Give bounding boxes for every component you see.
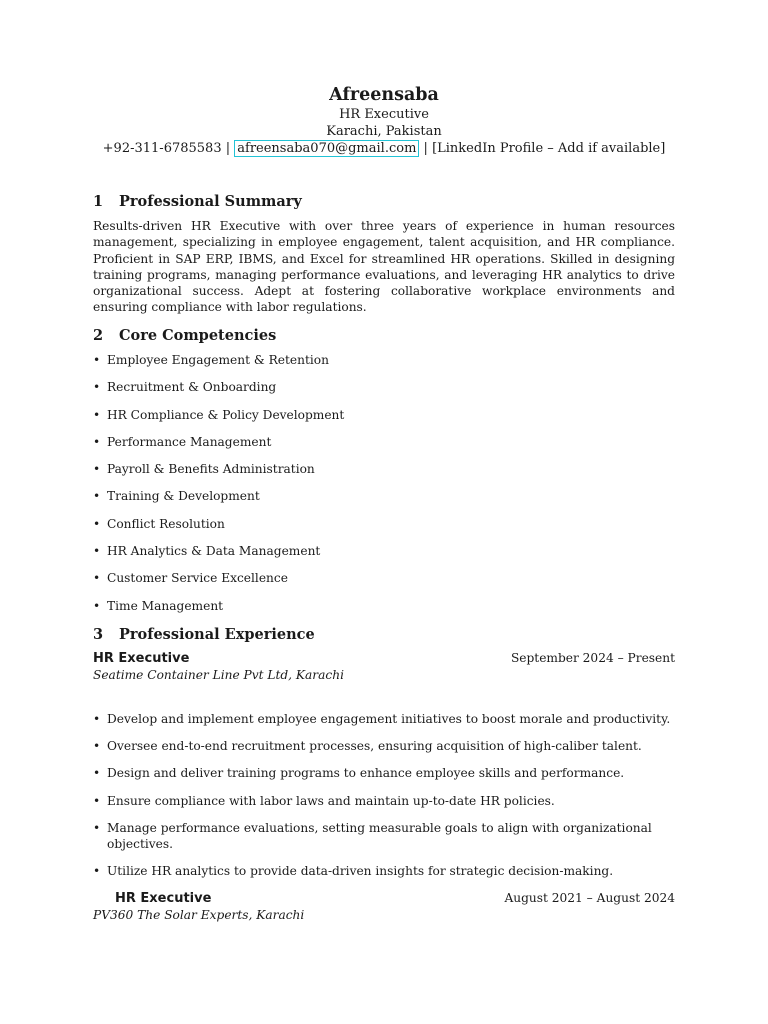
bullet: • — [93, 820, 101, 835]
bullet: • — [93, 489, 101, 504]
bullet: • — [93, 712, 101, 726]
contact-separator: | — [423, 141, 428, 156]
job-header — [93, 650, 675, 667]
list-item-text: Ensure compliance with labor laws and maintain up-to-date HR policies. — [107, 793, 555, 808]
linkedin-placeholder: [LinkedIn Profile – Add if available] — [432, 141, 666, 156]
list-item — [93, 461, 675, 488]
list-item — [93, 543, 675, 570]
list-item-text: Conflict Resolution — [107, 516, 225, 531]
candidate-location: Karachi, Pakistan — [326, 124, 442, 139]
contact-separator: | — [225, 141, 231, 156]
list-item-text: HR Analytics & Data Management — [107, 544, 321, 559]
list-item — [93, 820, 675, 852]
list-item-text: Training & Development — [107, 489, 260, 504]
list-item — [93, 738, 675, 754]
bullet: • — [93, 353, 101, 367]
bullet: • — [93, 516, 101, 531]
bullet: • — [93, 407, 101, 422]
list-item-text: Oversee end-to-end recruitment processes, ensuring acquisition of high-caliber talent. — [107, 739, 642, 754]
list-item-text: Design and deliver training programs to enhance employee skills and performance. — [107, 766, 625, 781]
competencies-list — [93, 352, 675, 625]
list-item-text: Develop and implement employee engagement initiatives to boost morale and productivity. — [107, 712, 671, 726]
bullet: • — [93, 793, 101, 808]
company-name: Seatime Container Line Pvt Ltd, Karachi — [93, 668, 344, 682]
list-item — [93, 352, 675, 379]
list-item — [93, 598, 675, 625]
list-item-text: Employee Engagement & Retention — [107, 353, 329, 367]
list-item-text: Time Management — [107, 598, 224, 613]
section-number: 3 — [93, 626, 104, 643]
job-header — [115, 890, 675, 907]
list-item — [93, 570, 675, 597]
bullet: • — [93, 863, 101, 878]
resume-header — [0, 84, 768, 157]
section-number: 2 — [93, 327, 104, 344]
bullet: • — [93, 434, 101, 449]
list-item-text: Customer Service Excellence — [107, 571, 288, 586]
list-item-text: Utilize HR analytics to provide data-driven insights for strategic decision-making. — [107, 863, 614, 878]
section-heading-competencies — [93, 327, 276, 345]
list-item-text: Performance Management — [107, 434, 272, 449]
list-item — [93, 407, 675, 434]
bullet: • — [93, 462, 101, 477]
bullet: • — [93, 380, 101, 395]
candidate-title: HR Executive — [339, 107, 429, 122]
section-number: 1 — [93, 193, 104, 210]
list-item — [93, 765, 675, 781]
bullet: • — [93, 571, 101, 586]
list-item — [93, 379, 675, 406]
bullet: • — [93, 739, 101, 754]
list-item — [93, 516, 675, 543]
list-item — [93, 711, 675, 727]
section-heading-summary — [93, 193, 302, 211]
list-item — [93, 793, 675, 809]
email-link[interactable]: afreensaba070@gmail.com — [234, 140, 419, 157]
list-item-text: HR Compliance & Policy Development — [107, 407, 345, 422]
bullet: • — [93, 544, 101, 559]
company-name: PV360 The Solar Experts, Karachi — [93, 908, 305, 922]
candidate-name: Afreensaba — [329, 85, 439, 105]
list-item — [93, 488, 675, 515]
list-item — [93, 434, 675, 461]
job-title: HR Executive — [93, 651, 190, 666]
job-dates: August 2021 – August 2024 — [504, 891, 675, 905]
section-title: Core Competencies — [119, 327, 277, 344]
bullet: • — [93, 598, 101, 613]
section-heading-experience — [93, 626, 315, 644]
summary-paragraph: Results-driven HR Executive with over three years of experience in human resources management, specializing in employee engagement, talent acquisition, and HR compliance. Proficient in SAP ERP, IBMS, and Excel for streamlined HR operations. Skilled in designing training programs, managing performance evaluations, and leveraging HR analytics to drive organizational success. Adept at fostering collaborative workplace environments and ensuring compliance with labor regulations. — [93, 219, 675, 315]
list-item-text: Manage performance evaluations, setting measurable goals to align with organizational objectives. — [107, 820, 652, 851]
job-duties-list — [93, 711, 675, 890]
list-item-text: Payroll & Benefits Administration — [107, 462, 315, 477]
phone-number: +92-311-6785583 — [102, 141, 222, 156]
section-title: Professional Experience — [119, 626, 315, 643]
job-title: HR Executive — [115, 891, 212, 906]
contact-line — [0, 140, 768, 157]
section-title: Professional Summary — [119, 193, 302, 210]
list-item-text: Recruitment & Onboarding — [107, 380, 277, 395]
list-item — [93, 863, 675, 879]
bullet: • — [93, 766, 101, 781]
job-dates: September 2024 – Present — [510, 651, 675, 665]
